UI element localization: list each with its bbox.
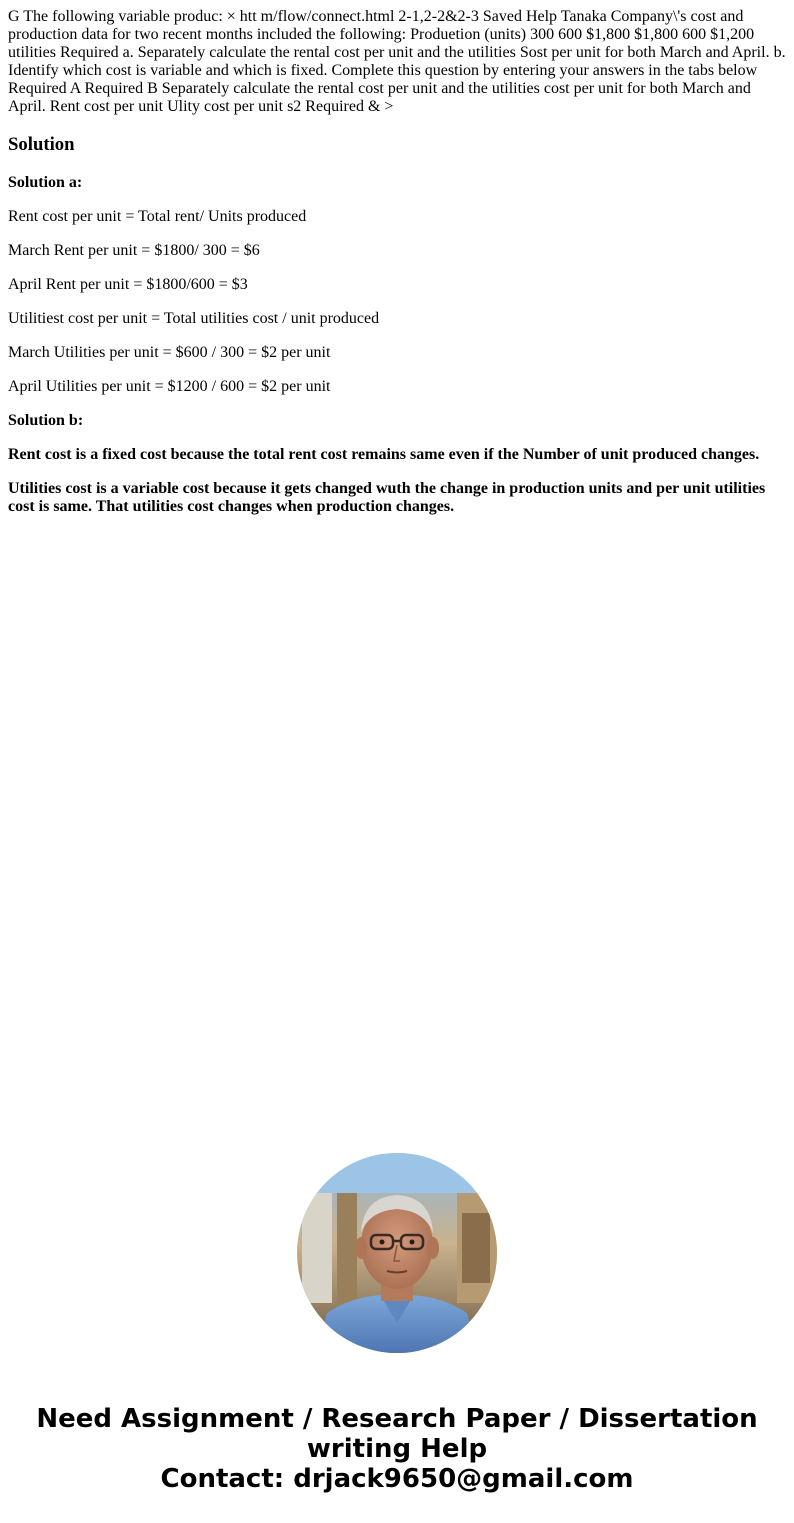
march-utilities: March Utilities per unit = $600 / 300 = $2 per unit <box>8 344 331 361</box>
promo-line-1: Need Assignment / Research Paper / Dissertation <box>36 1404 758 1434</box>
question-text: G The following variable produc: × htt m/flow/connect.html 2-1,2-2&2-3 Saved Help Tanaka Company\'s cost and production data for two recent months included the following: Produetion (units) 300 600 $1,800 $1,800 600 $1,200 utilities Required a. Separately calculate the rental cost per unit and the utilities Sost per unit for both March and April. b. Identify which cost is variable and which is fixed. Complete this question by entering your answers in the tabs below Required A Required B Separately calculate the rental cost per unit and the utilities cost per unit for both March and April. Rent cost per unit Ulity cost per unit s2 Required & > <box>8 8 786 115</box>
rent-formula: Rent cost per unit = Total rent/ Units produced <box>8 208 307 225</box>
utilities-formula: Utilitiest cost per unit = Total utilities cost / unit produced <box>8 310 380 327</box>
promo-banner <box>0 1404 794 1494</box>
promo-contact: Contact: drjack9650@gmail.com <box>160 1464 634 1494</box>
promo-line-2: writing Help <box>306 1434 488 1464</box>
rent-explanation: Rent cost is a fixed cost because the total rent cost remains same even if the Number of unit produced changes. <box>8 446 760 463</box>
march-rent: March Rent per unit = $1800/ 300 = $6 <box>8 242 260 259</box>
april-utilities: April Utilities per unit = $1200 / 600 = $2 per unit <box>8 378 331 395</box>
utilities-explanation: Utilities cost is a variable cost because it gets changed wuth the change in production units and per unit utilities cost is same. That utilities cost changes when production changes. <box>8 480 766 515</box>
document-body <box>8 8 786 516</box>
solution-b-label: Solution b: <box>8 412 84 429</box>
solution-a-label: Solution a: <box>8 174 83 191</box>
april-rent: April Rent per unit = $1800/600 = $3 <box>8 276 248 293</box>
author-avatar <box>297 1153 497 1353</box>
solution-heading: Solution <box>8 134 75 155</box>
